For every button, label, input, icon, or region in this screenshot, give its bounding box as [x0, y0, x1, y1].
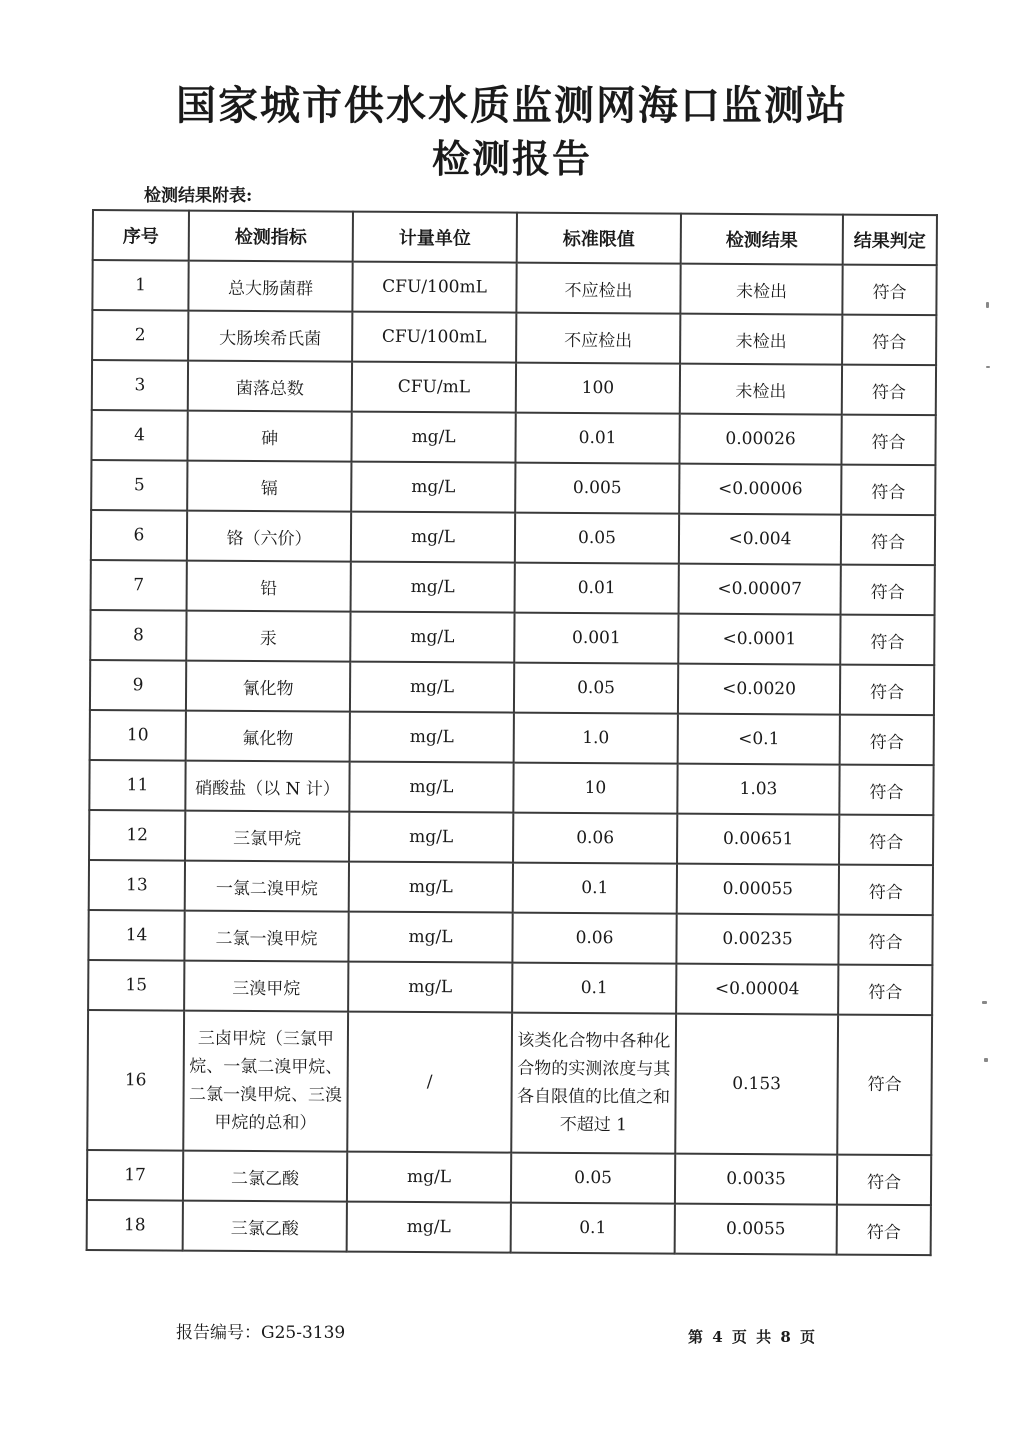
standard-limit-cell: 100: [516, 363, 680, 414]
indicator-name-cell: 三氯甲烷: [185, 811, 349, 862]
standard-limit-cell: 0.005: [515, 463, 679, 514]
indicator-name-cell: 三卤甲烷（三氯甲烷、一氯二溴甲烷、二氯一溴甲烷、三溴甲烷的总和）: [183, 1011, 348, 1152]
column-header-verdict: 结果判定: [843, 215, 937, 266]
unit-cell: mg/L: [351, 462, 515, 513]
table-row: [88, 960, 932, 1015]
table-row: [91, 560, 935, 615]
table-row: [92, 310, 936, 365]
unit-cell: mg/L: [348, 962, 512, 1013]
table-row: [87, 1150, 931, 1205]
row-index-cell: 12: [89, 810, 185, 861]
verdict-cell: 符合: [842, 365, 936, 416]
table-row: [89, 810, 933, 865]
row-index-cell: 16: [87, 1010, 184, 1151]
indicator-name-cell: 汞: [186, 611, 350, 662]
indicator-name-cell: 二氯乙酸: [183, 1151, 347, 1202]
row-index-cell: 7: [91, 560, 187, 611]
row-index-cell: 9: [90, 660, 186, 711]
table-row: [91, 460, 935, 515]
column-header-result: 检测结果: [681, 214, 843, 265]
standard-limit-cell: 0.06: [512, 913, 676, 964]
row-index-cell: 3: [92, 360, 188, 411]
unit-cell: mg/L: [351, 412, 515, 463]
unit-cell: mg/L: [350, 662, 514, 713]
row-index-cell: 4: [91, 410, 187, 461]
verdict-cell: 符合: [838, 965, 932, 1016]
results-table: [86, 209, 938, 1256]
verdict-cell: 符合: [840, 615, 934, 666]
indicator-name-cell: 硝酸盐（以 N 计）: [185, 761, 349, 812]
scan-speck: [986, 366, 990, 368]
unit-cell: mg/L: [347, 1202, 511, 1253]
report-number: 报告编号：G25-3139: [176, 1323, 346, 1343]
table-row: [92, 360, 936, 415]
indicator-name-cell: 三氯乙酸: [183, 1201, 347, 1252]
standard-limit-cell: 0.05: [511, 1153, 675, 1204]
verdict-cell: 符合: [839, 865, 933, 916]
table-row: [87, 1200, 931, 1255]
unit-cell: CFU/100mL: [352, 262, 516, 313]
table-row: [90, 610, 934, 665]
verdict-cell: 符合: [840, 665, 934, 716]
test-result-cell: 未检出: [680, 364, 842, 415]
column-header-indicator: 检测指标: [189, 211, 353, 262]
test-result-cell: <0.1: [678, 714, 840, 765]
unit-cell: mg/L: [350, 612, 514, 663]
indicator-name-cell: 镉: [187, 461, 351, 512]
standard-limit-cell: 1.0: [514, 713, 678, 764]
standard-limit-cell: 10: [513, 763, 677, 814]
row-index-cell: 6: [91, 510, 187, 561]
indicator-name-cell: 一氯二溴甲烷: [185, 861, 349, 912]
table-row: [89, 760, 933, 815]
row-index-cell: 2: [92, 310, 188, 361]
table-row: [90, 660, 934, 715]
standard-limit-cell: 0.01: [515, 563, 679, 614]
appendix-label: 检测结果附表:: [144, 186, 253, 206]
indicator-name-cell: 菌落总数: [188, 361, 352, 412]
table-row: [87, 1010, 932, 1155]
indicator-name-cell: 三溴甲烷: [184, 961, 348, 1012]
table-row: [88, 910, 932, 965]
indicator-name-cell: 大肠埃希氏菌: [188, 311, 352, 362]
indicator-name-cell: 总大肠菌群: [188, 261, 352, 312]
unit-cell: mg/L: [349, 812, 513, 863]
unit-cell: mg/L: [351, 562, 515, 613]
test-result-cell: 0.0035: [675, 1154, 837, 1205]
indicator-name-cell: 氟化物: [186, 711, 350, 762]
unit-cell: /: [347, 1012, 512, 1153]
test-result-cell: <0.00006: [679, 464, 841, 515]
unit-cell: mg/L: [347, 1152, 511, 1203]
indicator-name-cell: 砷: [187, 411, 351, 462]
standard-limit-cell: 0.05: [514, 663, 678, 714]
row-index-cell: 14: [88, 910, 184, 961]
test-result-cell: 0.0055: [675, 1204, 837, 1255]
row-index-cell: 5: [91, 460, 187, 511]
standard-limit-cell: 0.05: [515, 513, 679, 564]
verdict-cell: 符合: [839, 765, 933, 816]
column-header-index: 序号: [93, 210, 189, 261]
standard-limit-cell: 不应检出: [516, 313, 680, 364]
indicator-name-cell: 铅: [187, 561, 351, 612]
test-result-cell: <0.00004: [676, 964, 838, 1015]
verdict-cell: 符合: [841, 415, 935, 466]
indicator-name-cell: 二氯一溴甲烷: [184, 911, 348, 962]
row-index-cell: 17: [87, 1150, 183, 1201]
standard-limit-cell: 0.01: [515, 413, 679, 464]
table-row: [91, 510, 935, 565]
test-result-cell: <0.0020: [678, 664, 840, 715]
verdict-cell: 符合: [842, 265, 936, 316]
test-result-cell: 未检出: [680, 264, 842, 315]
standard-limit-cell: 0.001: [514, 613, 678, 664]
verdict-cell: 符合: [837, 1205, 931, 1256]
standard-limit-cell: 该类化合物中各种化合物的实测浓度与其各自限值的比值之和不超过 1: [511, 1013, 676, 1154]
verdict-cell: 符合: [838, 915, 932, 966]
indicator-name-cell: 铬（六价）: [187, 511, 351, 562]
indicator-name-cell: 氰化物: [186, 661, 350, 712]
verdict-cell: 符合: [839, 815, 933, 866]
verdict-cell: 符合: [837, 1155, 931, 1206]
table-body: [87, 260, 937, 1255]
verdict-cell: 符合: [842, 315, 936, 366]
unit-cell: mg/L: [351, 512, 515, 563]
row-index-cell: 15: [88, 960, 184, 1011]
standard-limit-cell: 0.1: [513, 863, 677, 914]
table-row: [89, 860, 933, 915]
test-result-cell: 0.00651: [677, 814, 839, 865]
unit-cell: mg/L: [349, 862, 513, 913]
row-index-cell: 11: [89, 760, 185, 811]
standard-limit-cell: 0.1: [511, 1203, 675, 1254]
verdict-cell: 符合: [841, 515, 935, 566]
table-header-row: [93, 210, 937, 265]
test-result-cell: 1.03: [677, 764, 839, 815]
standard-limit-cell: 不应检出: [516, 263, 680, 314]
report-title: 国家城市供水水质监测网海口监测站: [176, 82, 848, 129]
test-result-cell: 未检出: [680, 314, 842, 365]
table-row: [90, 710, 934, 765]
unit-cell: mg/L: [348, 912, 512, 963]
test-result-cell: 0.00055: [677, 864, 839, 915]
scan-speck: [986, 302, 989, 308]
test-result-cell: 0.00026: [679, 414, 841, 465]
test-result-cell: 0.153: [675, 1014, 838, 1155]
standard-limit-cell: 0.06: [513, 813, 677, 864]
unit-cell: mg/L: [350, 712, 514, 763]
verdict-cell: 符合: [841, 465, 935, 516]
row-index-cell: 8: [90, 610, 186, 661]
column-header-unit: 计量单位: [353, 212, 517, 263]
standard-limit-cell: 0.1: [512, 963, 676, 1014]
table-row: [92, 260, 936, 315]
report-subtitle-title: 检测报告: [431, 136, 592, 181]
row-index-cell: 1: [92, 260, 188, 311]
row-index-cell: 10: [90, 710, 186, 761]
table-row: [91, 410, 935, 465]
page-info: 第 4 页 共 8 页: [688, 1328, 815, 1346]
test-result-cell: <0.004: [679, 514, 841, 565]
scan-speck: [982, 1001, 987, 1004]
scan-speck: [984, 1058, 988, 1062]
verdict-cell: 符合: [841, 565, 935, 616]
unit-cell: CFU/100mL: [352, 312, 516, 363]
test-result-cell: <0.0001: [678, 614, 840, 665]
test-result-cell: <0.00007: [679, 564, 841, 615]
row-index-cell: 13: [89, 860, 185, 911]
unit-cell: mg/L: [349, 762, 513, 813]
verdict-cell: 符合: [837, 1015, 932, 1156]
row-index-cell: 18: [87, 1200, 183, 1251]
column-header-limit: 标准限值: [517, 213, 681, 264]
test-result-cell: 0.00235: [676, 914, 838, 965]
unit-cell: CFU/mL: [352, 362, 516, 413]
verdict-cell: 符合: [840, 715, 934, 766]
